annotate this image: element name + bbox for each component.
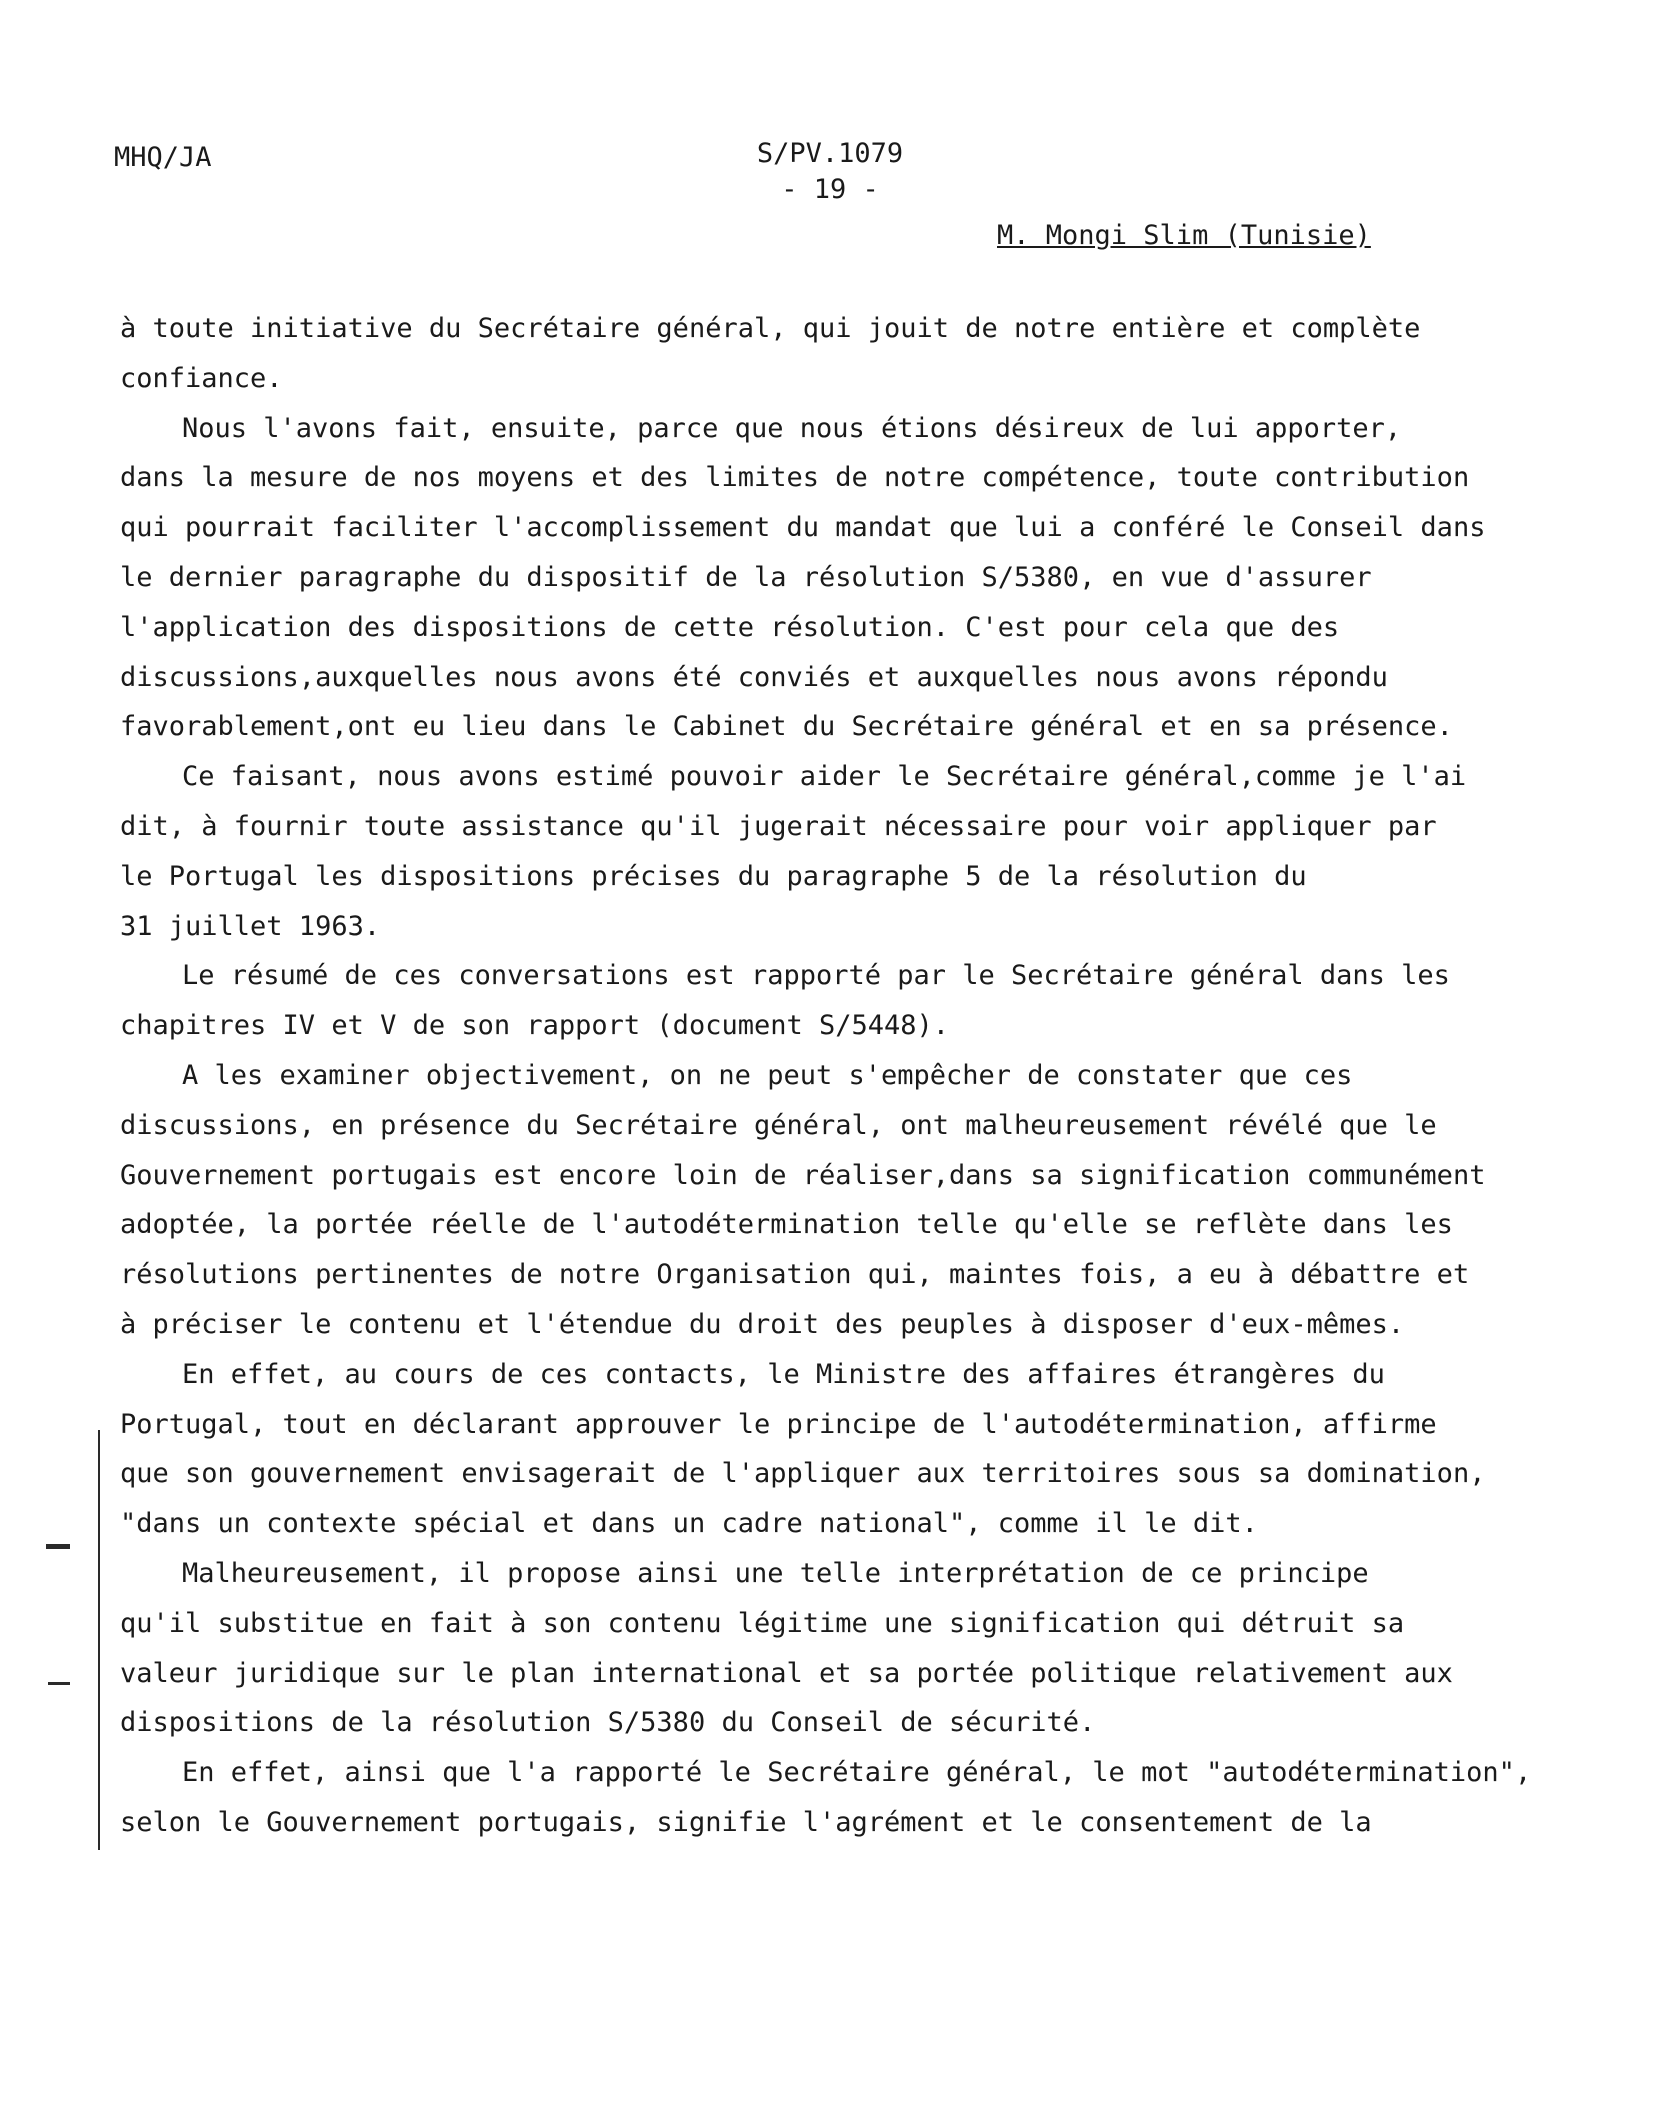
text-line: Nous l'avons fait, ensuite, parce que nous étions désireux de lui apporter, xyxy=(182,412,1402,444)
text-line: dans la mesure de nos moyens et des limites de notre compétence, toute contribution xyxy=(120,462,1470,494)
text-line: En effet, ainsi que l'a rapporté le Secrétaire général, le mot "autodétermination", xyxy=(182,1757,1532,1789)
text-line: favorablement,ont eu lieu dans le Cabinet du Secrétaire général et en sa présence. xyxy=(120,711,1453,743)
text-line: résolutions pertinentes de notre Organisation qui, maintes fois, a eu à débattre et xyxy=(120,1259,1470,1291)
text-line: En effet, au cours de ces contacts, le Ministre des affaires étrangères du xyxy=(182,1358,1385,1390)
text-line: discussions,auxquelles nous avons été conviés et auxquelles nous avons répondu xyxy=(120,661,1388,693)
text-line: selon le Gouvernement portugais, signifie l'agrément et le consentement de la xyxy=(120,1806,1372,1838)
text-line: dispositions de la résolution S/5380 du Conseil de sécurité. xyxy=(120,1707,1096,1739)
text-line: l'application des dispositions de cette résolution. C'est pour cela que des xyxy=(120,611,1340,643)
reference-code: MHQ/JA xyxy=(114,142,212,173)
document-header xyxy=(750,136,910,208)
text-line: le Portugal les dispositions précises du paragraphe 5 de la résolution du xyxy=(120,860,1307,892)
text-line: le dernier paragraphe du dispositif de la résolution S/5380, en vue d'assurer xyxy=(120,561,1372,593)
text-line: chapitres IV et V de son rapport (document S/5448). xyxy=(120,1010,950,1042)
text-line: que son gouvernement envisagerait de l'appliquer aux territoires sous sa domination, xyxy=(120,1458,1486,1490)
text-line: "dans un contexte spécial et dans un cadre national", comme il le dit. xyxy=(120,1508,1258,1540)
text-line: qu'il substitue en fait à son contenu légitime une signification qui détruit sa xyxy=(120,1607,1405,1639)
page-number: - 19 - xyxy=(781,174,879,205)
text-line: A les examiner objectivement, on ne peut s'empêcher de constater que ces xyxy=(182,1059,1353,1091)
body-text xyxy=(120,304,1560,1848)
text-line: à toute initiative du Secrétaire général, qui jouit de notre entière et complète xyxy=(120,313,1421,344)
text-line: adoptée, la portée réelle de l'autodétermination telle qu'elle se reflète dans les xyxy=(120,1209,1453,1241)
text-line: valeur juridique sur le plan international et sa portée politique relativement aux xyxy=(120,1657,1453,1689)
margin-mark xyxy=(48,1682,70,1685)
speaker-name xyxy=(997,220,1371,251)
text-line: discussions, en présence du Secrétaire général, ont malheureusement révélé que le xyxy=(120,1109,1437,1141)
text-line: qui pourrait faciliter l'accomplissement du mandat que lui a conféré le Conseil dans xyxy=(120,512,1486,544)
speaker-label: M. Mongi Slim (Tunisie) xyxy=(997,220,1371,251)
text-line: dit, à fournir toute assistance qu'il jugerait nécessaire pour voir appliquer par xyxy=(120,810,1437,842)
text-line: Portugal, tout en déclarant approuver le principe de l'autodétermination, affirme xyxy=(120,1408,1437,1440)
text-line: Gouvernement portugais est encore loin de réaliser,dans sa signification communément xyxy=(120,1159,1486,1191)
text-line: Malheureusement, il propose ainsi une telle interprétation de ce principe xyxy=(182,1557,1369,1589)
document-symbol: S/PV.1079 xyxy=(756,138,904,169)
text-line: Ce faisant, nous avons estimé pouvoir aider le Secrétaire général,comme je l'ai xyxy=(182,761,1467,793)
margin-mark xyxy=(46,1544,70,1549)
text-line: 31 juillet 1963. xyxy=(120,910,381,942)
text-line: confiance. xyxy=(120,362,283,394)
text-line: à préciser le contenu et l'étendue du droit des peuples à disposer d'eux-mêmes. xyxy=(120,1308,1405,1340)
margin-bar xyxy=(98,1430,100,1850)
text-line: Le résumé de ces conversations est rapporté par le Secrétaire général dans les xyxy=(182,960,1450,992)
